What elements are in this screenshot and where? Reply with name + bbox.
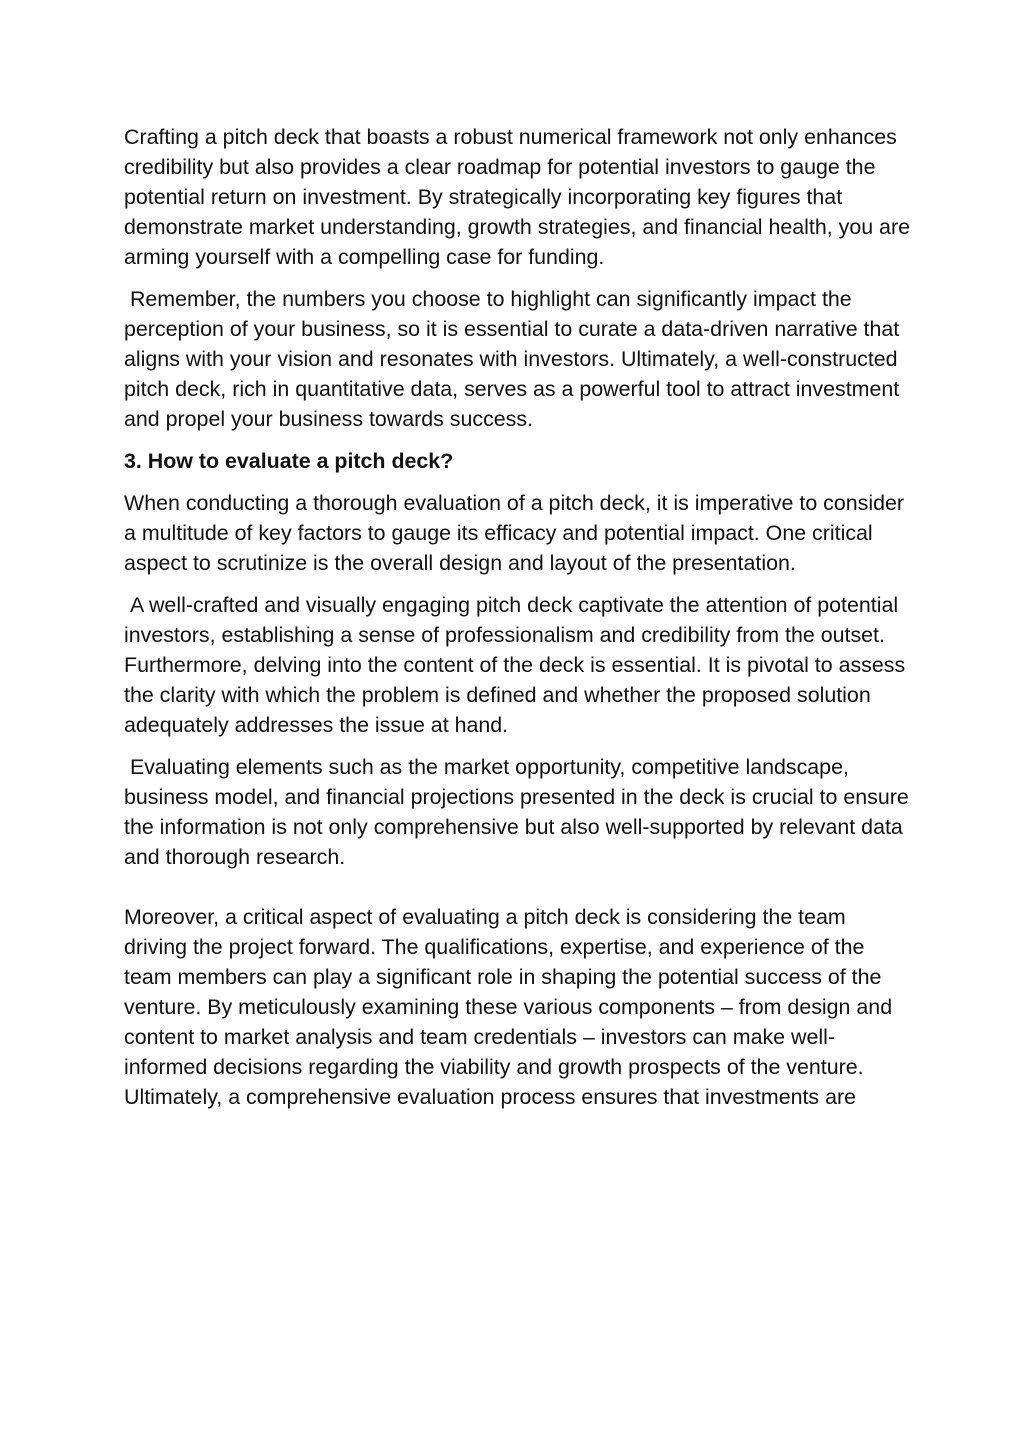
paragraph-team-evaluation: Moreover, a critical aspect of evaluating a pitch deck is considering the team driving the project forward. The qualifications, expertise, and experience of the team members can play a significant role in shaping the potential success of the venture. By meticulously examining these various components – from design and content to market analysis and team credentials – investors can make well-informed decisions regarding the viability and growth prospects of the venture. Ultimately, a comprehensive evaluation process ensures that investments are	[124, 905, 899, 1109]
paragraph-remember-numbers: Remember, the numbers you choose to highlight can significantly impact the perception of your business, so it is essential to curate a data-driven narrative that aligns with your vision and resonates with investors. Ultimately, a well-constructed pitch deck, rich in quantitative data, serves as a powerful tool to attract investment and propel your business towards success.	[124, 287, 906, 431]
paragraph-well-crafted-deck: A well-crafted and visually engaging pitch deck captivate the attention of potential investors, establishing a sense of professionalism and credibility from the outset. Furthermore, delving into the content of the deck is essential. It is pivotal to assess the clarity with which the problem is defined and whether the proposed solution adequately addresses the issue at hand.	[124, 593, 912, 737]
paragraph-evaluating-elements: Evaluating elements such as the market opportunity, competitive landscape, business model, and financial projections presented in the deck is crucial to ensure the information is not only comprehensive but also well-supported by relevant data and thorough research.	[124, 755, 915, 869]
section-heading-evaluate: 3. How to evaluate a pitch deck?	[124, 449, 454, 473]
paragraph-numerical-framework: Crafting a pitch deck that boasts a robust numerical framework not only enhances credibility but also provides a clear roadmap for potential investors to gauge the potential return on investment. By strategically incorporating key figures that demonstrate market understanding, growth strategies, and financial health, you are arming yourself with a compelling case for funding.	[124, 125, 916, 269]
document-page	[124, 122, 914, 1124]
paragraph-thorough-evaluation: When conducting a thorough evaluation of a pitch deck, it is imperative to consider a multitude of key factors to gauge its efficacy and potential impact. One critical aspect to scrutinize is the overall design and layout of the presentation.	[124, 491, 910, 575]
